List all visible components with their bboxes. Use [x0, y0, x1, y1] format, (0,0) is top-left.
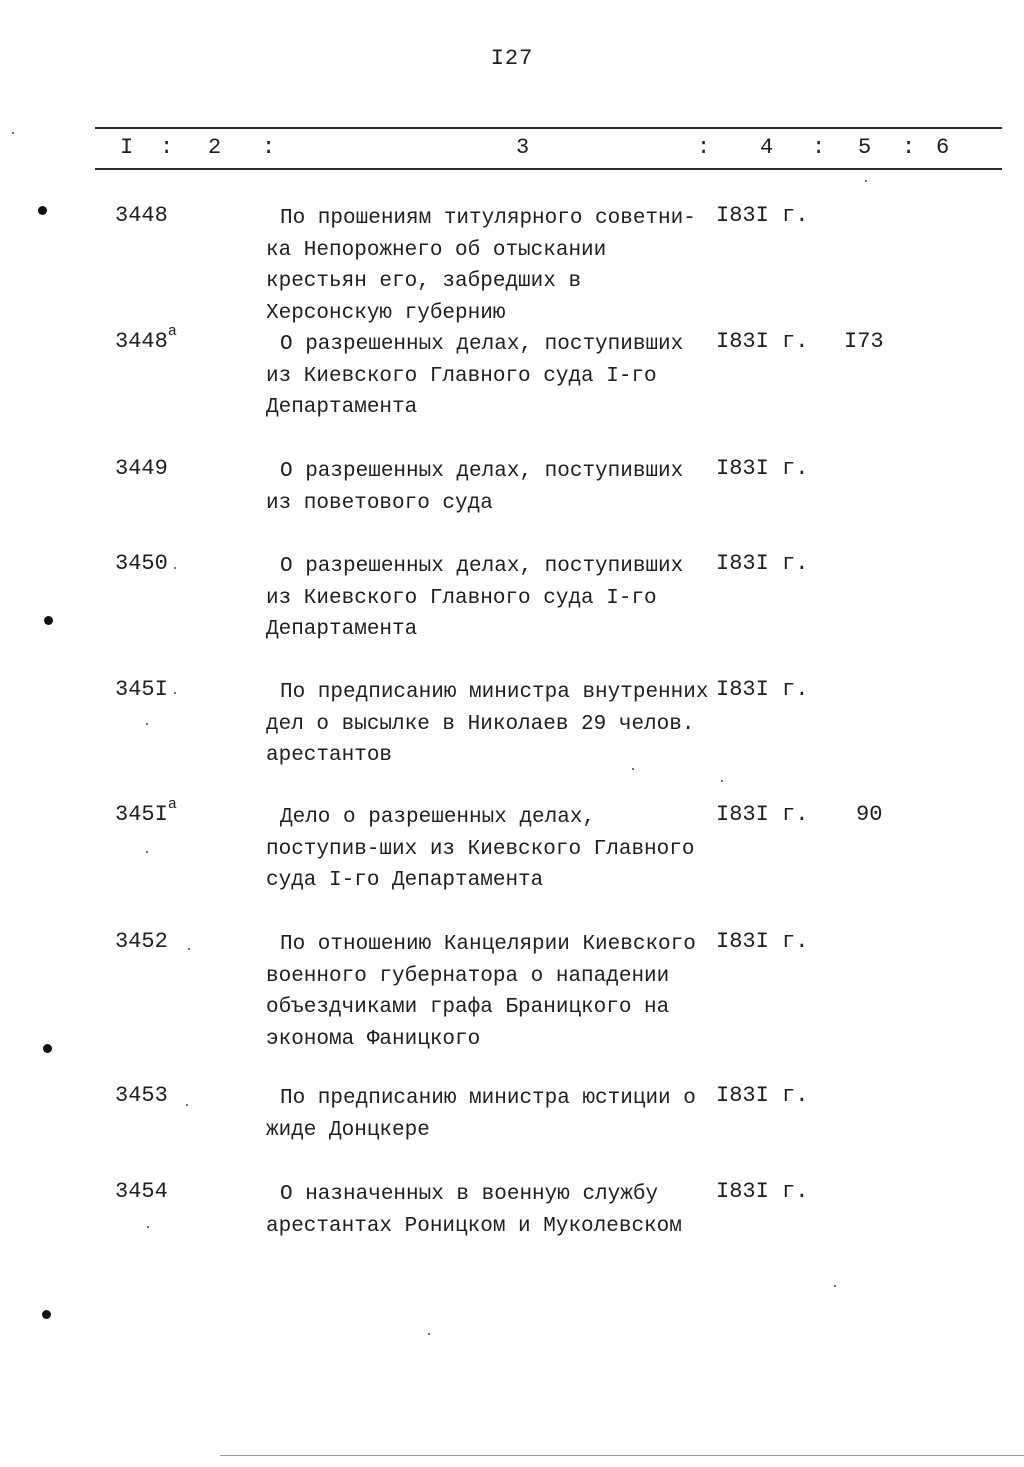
entry-description: По прошениям титулярного советни-ка Непорожнего об отыскании крестьян его, забредших в Херсонскую губернию — [266, 207, 696, 325]
entry-number: 3453 — [115, 1083, 168, 1108]
scan-speck — [174, 567, 176, 569]
column-header-3: 3 — [516, 135, 530, 160]
column-separator: : — [812, 135, 826, 160]
entry-year: I83I г. — [716, 929, 809, 954]
entry-description: Дело о разрешенных делах, поступив-ших из Киевского Главного суда I-го Департамента — [266, 806, 695, 892]
entry-description: По предписанию министра внутренних дел о высылке в Николаев 29 челов. арестантов — [266, 681, 709, 767]
column-separator: : — [902, 135, 916, 160]
entry-year: I83I г. — [716, 329, 809, 354]
scan-speck — [188, 948, 190, 950]
entry-sheets: 90 — [856, 802, 883, 827]
scan-speck — [721, 780, 723, 782]
entry-number: $345I^а$ — [115, 796, 177, 827]
entry-number: 3448 — [115, 203, 168, 228]
entry-description: По отношению Канцелярии Киевского военного губернатора о нападении объездчиками графа Браницкого на эконома Фаницкого — [266, 933, 696, 1051]
scan-speck — [146, 723, 148, 725]
entry-year: I83I г. — [716, 677, 809, 702]
entry-description: О разрешенных делах, поступивших из Киевского Главного суда I-го Департамента — [266, 555, 684, 641]
column-header-1: I — [120, 135, 134, 160]
scan-speck — [12, 132, 14, 134]
column-separator: : — [697, 135, 711, 160]
entry-number: 3449 — [115, 456, 168, 481]
binder-dot — [43, 1044, 52, 1053]
entry-number: 3452 — [115, 929, 168, 954]
entry-year: I83I г. — [716, 1083, 809, 1108]
entry-number: 3454 — [115, 1179, 168, 1204]
entry-description: По предписанию министра юстиции о жиде Донцкере — [266, 1087, 696, 1142]
scan-speck — [174, 692, 176, 694]
page-edge — [220, 1455, 1024, 1456]
column-separator: : — [160, 135, 174, 160]
page-number: I27 — [490, 46, 534, 71]
entry-year: I83I г. — [716, 802, 809, 827]
entry-description: О разрешенных делах, поступивших из Киевского Главного суда I-го Департамента — [266, 333, 684, 419]
scan-speck — [834, 1285, 836, 1287]
entry-year: I83I г. — [716, 551, 809, 576]
scan-speck — [632, 768, 634, 770]
entry-sheets: I73 — [844, 329, 884, 354]
binder-dot — [44, 616, 53, 625]
entry-number: $3448^а$ — [115, 323, 177, 354]
column-header-5: 5 — [858, 135, 872, 160]
column-header-2: 2 — [208, 135, 222, 160]
entry-year: I83I г. — [716, 1179, 809, 1204]
header-bottom-rule — [95, 168, 1002, 170]
scan-speck — [147, 1226, 149, 1228]
binder-dot — [38, 206, 47, 215]
scan-speck — [186, 1104, 188, 1106]
entry-year: I83I г. — [716, 203, 809, 228]
entry-number: 345I — [115, 677, 168, 702]
binder-dot — [42, 1310, 51, 1319]
scan-speck — [146, 851, 148, 853]
scan-speck — [428, 1333, 430, 1335]
header-top-rule — [95, 127, 1002, 129]
entry-year: I83I г. — [716, 456, 809, 481]
scan-speck — [865, 180, 867, 182]
column-separator: : — [262, 135, 276, 160]
column-header-4: 4 — [760, 135, 774, 160]
entry-number: 3450 — [115, 551, 168, 576]
column-header-6: 6 — [936, 135, 950, 160]
entry-description: О назначенных в военную службу арестантах Роницком и Муколевском — [266, 1183, 682, 1238]
entry-description: О разрешенных делах, поступивших из поветового суда — [266, 460, 684, 515]
